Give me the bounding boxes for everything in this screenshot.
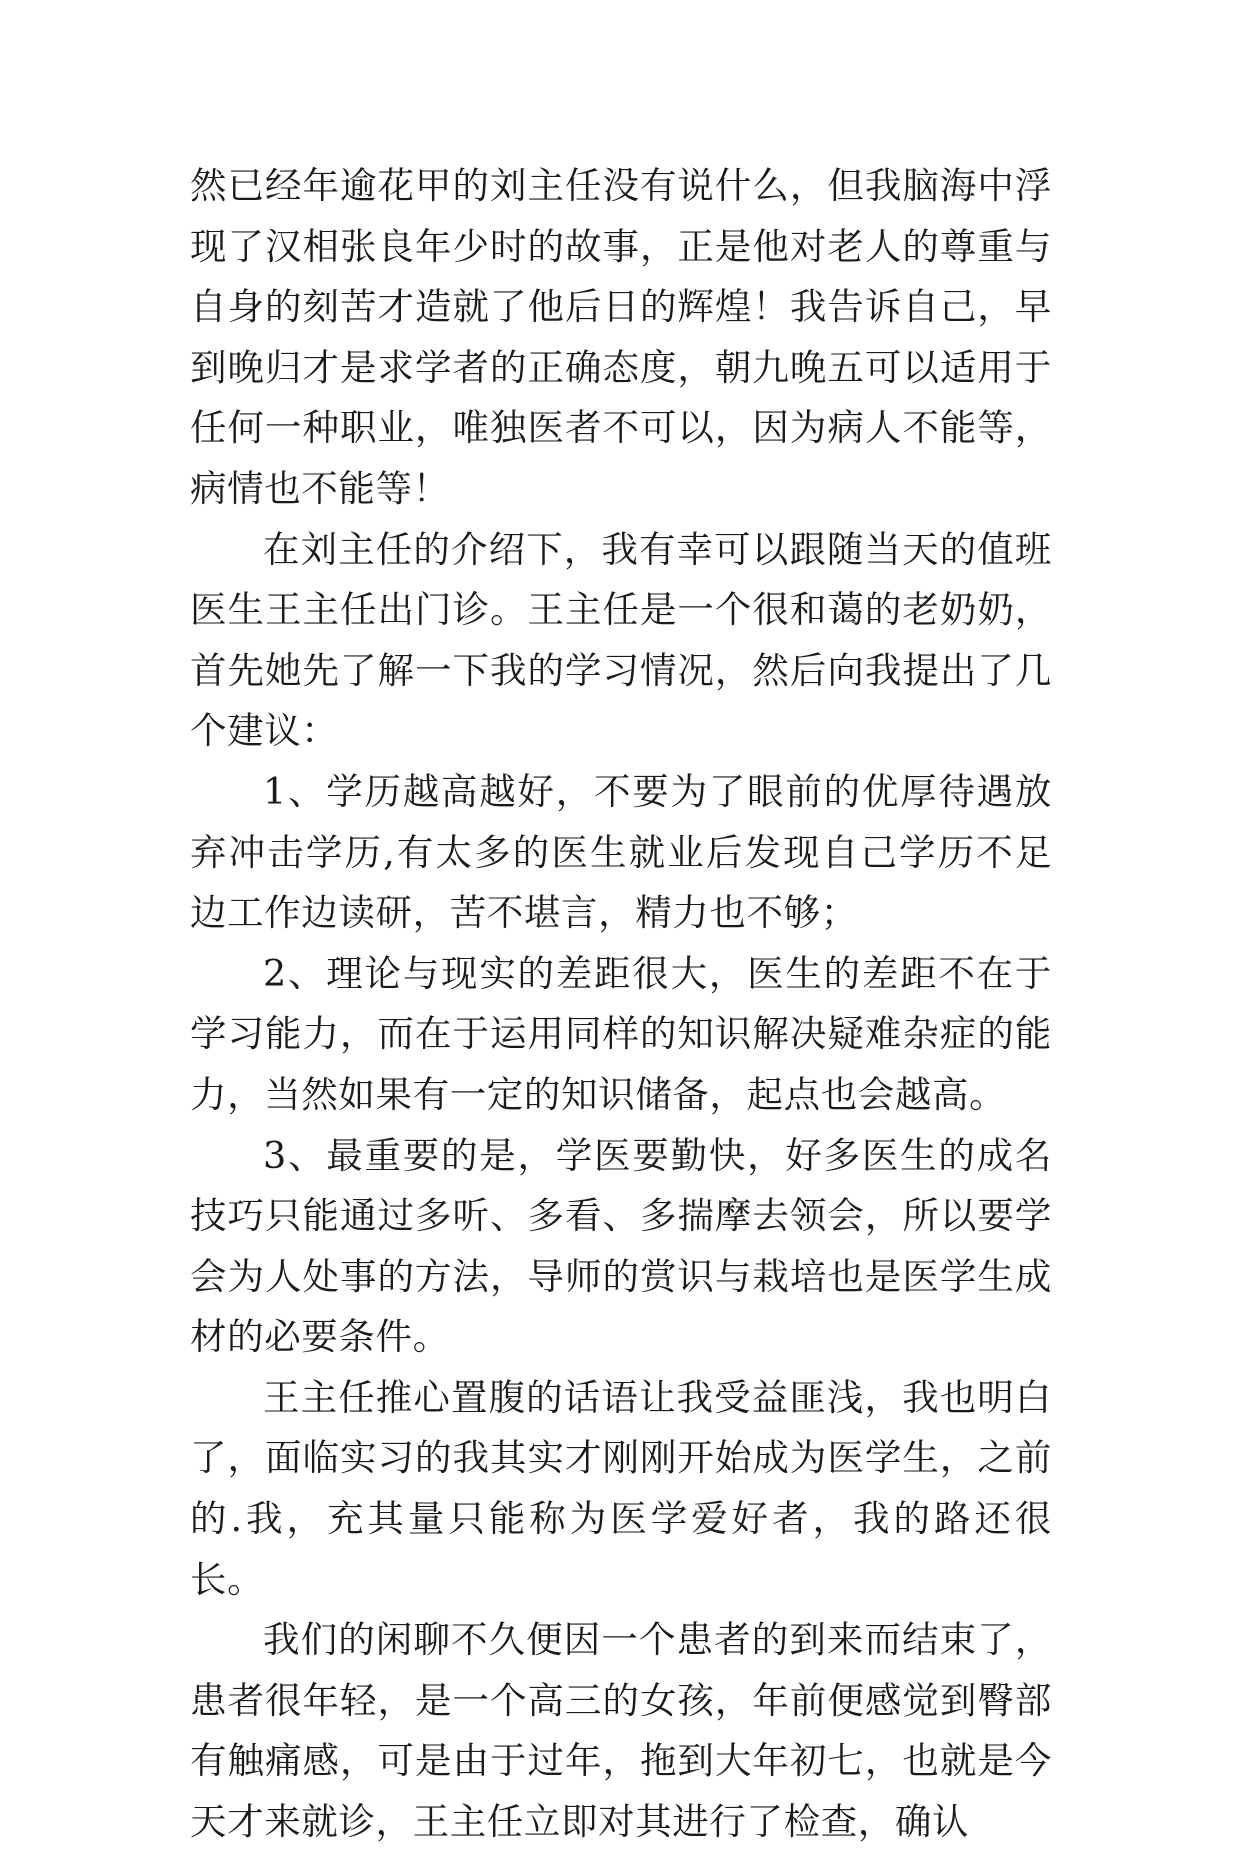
paragraph-5: 3、最重要的是，学医要勤快，好多医生的成名技巧只能通过多听、多看、多揣摩去领会，所以要学会为人处事的方法，导师的赏识与栽培也是医学生成材的必要条件。 [190, 1133, 1052, 1359]
paragraph-3: 1、学历越高越好，不要为了眼前的优厚待遇放弃冲击学历,有太多的医生就业后发现自己学历不足边工作边读研，苦不堪言，精力也不够； [190, 769, 1052, 935]
paragraph-4: 2、理论与现实的差距很大，医生的差距不在于学习能力，而在于运用同样的知识解决疑难杂症的能力，当然如果有一定的知识储备，起点也会越高。 [190, 951, 1052, 1116]
document-body [190, 156, 1052, 1853]
paragraph-6: 王主任推心置腹的话语让我受益匪浅，我也明白了，面临实习的我其实才刚刚开始成为医学生，之前的.我，充其量只能称为医学爱好者，我的路还很长。 [190, 1375, 1052, 1601]
paragraph-2: 在刘主任的介绍下，我有幸可以跟随当天的值班医生王主任出门诊。王主任是一个很和蔼的老奶奶，首先她先了解一下我的学习情况，然后向我提出了几个建议： [190, 527, 1052, 753]
paragraph-7: 我们的闲聊不久便因一个患者的到来而结束了，患者很年轻，是一个高三的女孩，年前便感觉到臀部有触痛感，可是由于过年，拖到大年初七，也就是今天才来就诊，王主任立即对其进行了检查，确认 [190, 1618, 1052, 1844]
paragraph-1: 然已经年逾花甲的刘主任没有说什么，但我脑海中浮现了汉相张良年少时的故事，正是他对老人的尊重与自身的刻苦才造就了他后日的辉煌！我告诉自己，早到晚归才是求学者的正确态度，朝九晚五可以适用于任何一种职业，唯独医者不可以，因为病人不能等，病情也不能等！ [190, 164, 1052, 510]
